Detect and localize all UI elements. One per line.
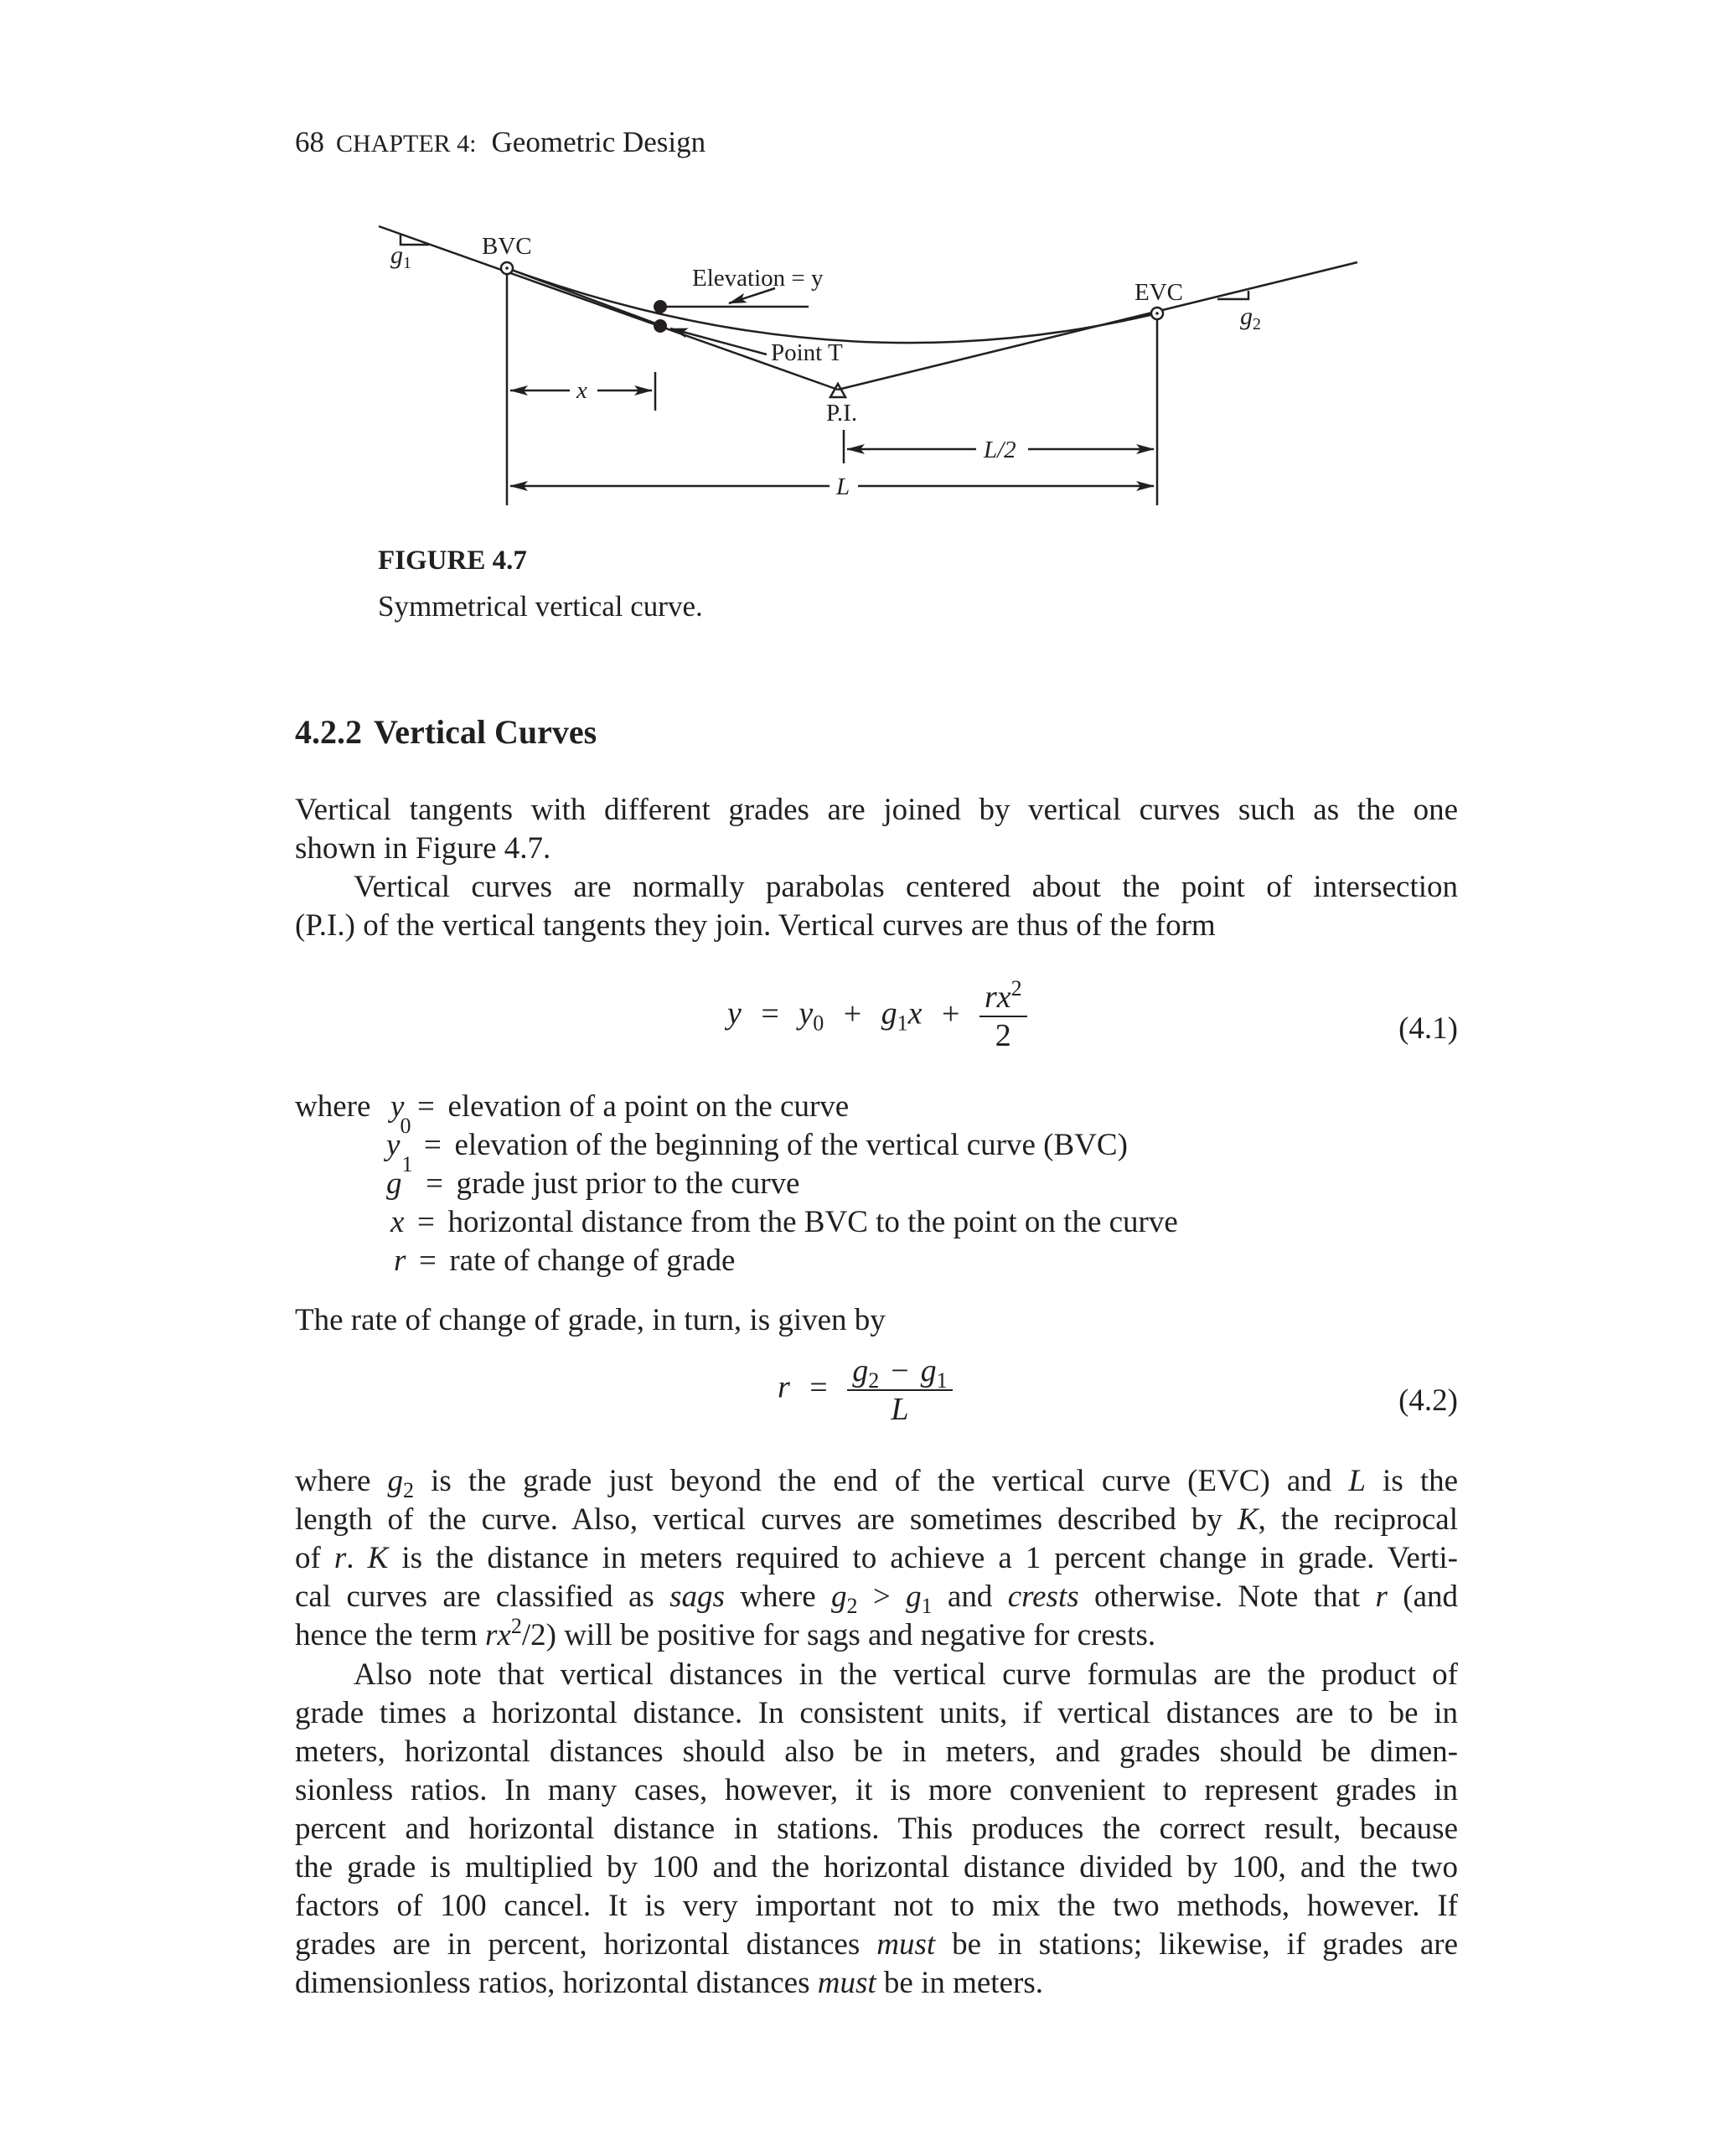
- definition-row: g 1 = grade just prior to the curve: [295, 1165, 1178, 1203]
- figure-label: FIGURE 4.7: [378, 545, 527, 576]
- text-line: (P.I.) of the vertical tangents they join. Vertical curves are thus of the form: [295, 908, 1216, 943]
- g1-label: $g_1$: [390, 241, 411, 272]
- equation-4-2: [778, 1352, 953, 1428]
- eq1-fraction: [979, 976, 1027, 1054]
- pi-label: P.I.: [826, 400, 858, 427]
- section-heading: [295, 712, 597, 752]
- text-line: cal curves are classified as sags where $g_2 > g_1$ and crests otherwise. Note that r (and: [295, 1580, 1459, 1618]
- def-equals: =: [426, 1166, 443, 1201]
- text-line: The rate of change of grade, in turn, is given by: [295, 1303, 886, 1337]
- equation-number-4-1: (4.1): [1398, 1011, 1458, 1046]
- eq2-g1: g: [920, 1353, 937, 1388]
- text-line: hence the term $rx^2/2$) will be positive for sags and negative for crests.: [295, 1614, 1156, 1652]
- def-text: horizontal distance from the BVC to the point on the curve: [447, 1205, 1178, 1239]
- eq1-lhs: y: [727, 995, 742, 1031]
- eq1-plus: +: [843, 995, 862, 1031]
- text-line: Vertical curves are normally parabolas centered about the point of intersection: [354, 870, 1458, 904]
- definition-row: y 0 = elevation of the beginning of the vertical curve (BVC): [295, 1126, 1178, 1165]
- x-label: x: [576, 377, 587, 404]
- section-number: 4.2.2: [295, 713, 362, 751]
- eq1-y0: y: [799, 995, 814, 1031]
- page-number: 68: [295, 126, 324, 158]
- paragraph-2: [295, 868, 1458, 945]
- figure-caption: Symmetrical vertical curve.: [378, 590, 703, 623]
- l-label: L: [836, 473, 850, 500]
- def-symbol: r: [394, 1243, 406, 1278]
- text-line: of r. K is the distance in meters required to achieve a 1 percent change in grade. Verti-: [295, 1541, 1459, 1575]
- eq1-x: x: [907, 995, 923, 1031]
- equation-number-4-2: (4.2): [1398, 1383, 1458, 1418]
- eq1-y0-sub: 0: [813, 1011, 824, 1036]
- eq1-plus: +: [942, 995, 960, 1031]
- point-t-label: Point T: [771, 339, 843, 366]
- text-line: length of the curve. Also, vertical curves are sometimes described by K, the reciprocal: [295, 1502, 1459, 1537]
- l-half-label: L/2: [984, 437, 1016, 463]
- equation-4-1: [727, 976, 1027, 1054]
- def-equals: =: [424, 1128, 442, 1162]
- text-line: factors of 100 cancel. It is very important not to mix the two methods, however. If: [295, 1889, 1458, 1923]
- definition-row: [295, 1088, 1178, 1126]
- vertical-curve-figure: [0, 0, 1716, 536]
- point-t-arrow: [670, 328, 767, 354]
- text-line: the grade is multiplied by 100 and the horizontal distance divided by 100, and the two: [295, 1850, 1458, 1885]
- eq2-fraction: $\frac{g_2 - g_1}{L}$: [847, 1352, 952, 1428]
- text-line: grades are in percent, horizontal distances must be in stations; likewise, if grades are: [295, 1927, 1458, 1962]
- point-t-dot: [654, 319, 667, 333]
- section-title: Vertical Curves: [374, 713, 597, 751]
- chapter-title: Geometric Design: [491, 126, 706, 158]
- def-text: elevation of a point on the curve: [447, 1089, 850, 1124]
- eq1-frac-den: 2: [995, 1018, 1011, 1053]
- text-line: where $g_2$ is the grade just beyond the end of the vertical curve (EVC) and L is the: [295, 1464, 1459, 1502]
- def-text: grade just prior to the curve: [456, 1166, 800, 1201]
- chord-bvc-point-t: [507, 268, 660, 325]
- where-word: where: [295, 1089, 371, 1124]
- def-symbol: y: [386, 1128, 401, 1162]
- def-equals: =: [417, 1205, 435, 1239]
- text-line: percent and horizontal distance in stations. This produces the correct result, because: [295, 1812, 1458, 1846]
- eq2-den: L: [891, 1392, 909, 1427]
- elevation-y-point: [654, 300, 667, 313]
- text-line: shown in Figure 4.7.: [295, 831, 551, 866]
- def-symbol: g: [386, 1166, 402, 1201]
- text-line: Vertical tangents with different grades are joined by vertical curves such as the one: [295, 793, 1458, 827]
- tangent-g1: [379, 226, 838, 390]
- eq2-minus: −: [891, 1353, 909, 1388]
- pi-triangle: [830, 384, 845, 397]
- eq2-equals: =: [809, 1369, 828, 1405]
- def-equals: =: [417, 1089, 435, 1124]
- def-text: rate of change of grade: [449, 1243, 736, 1278]
- paragraph-4: [295, 1462, 1458, 1655]
- elevation-label: Elevation = y: [692, 265, 824, 292]
- definition-row: [295, 1203, 1178, 1242]
- paragraph-3: [295, 1301, 1458, 1340]
- variable-definitions: [295, 1088, 1178, 1280]
- definition-row: [295, 1242, 1178, 1280]
- def-symbol: y: [390, 1089, 405, 1124]
- text-line: grade times a horizontal distance. In consistent units, if vertical distances are to be in: [295, 1696, 1458, 1730]
- paragraph-1: [295, 791, 1458, 868]
- chapter-label: CHAPTER 4:: [336, 130, 477, 158]
- text-line: dimensionless ratios, horizontal distances must be in meters.: [295, 1966, 1043, 2000]
- eq1-frac-num: rx: [984, 980, 1011, 1015]
- text-line: sionless ratios. In many cases, however, it is more convenient to represent grades in: [295, 1773, 1458, 1807]
- paragraph-5: [295, 1656, 1458, 2003]
- def-symbol: x: [390, 1205, 405, 1239]
- text-line: meters, horizontal distances should also be in meters, and grades should be dimen-: [295, 1735, 1458, 1769]
- bvc-label: BVC: [482, 233, 532, 260]
- eq1-g1-sub: 1: [897, 1011, 908, 1036]
- eq1-frac-sup: 2: [1010, 976, 1022, 1000]
- eq1-equals: =: [761, 995, 779, 1031]
- text-line: Also note that vertical distances in the vertical curve formulas are the product of: [354, 1657, 1458, 1692]
- g2-label: $g_2$: [1240, 302, 1261, 333]
- eq2-lhs: r: [778, 1369, 790, 1405]
- eq2-g2: g: [852, 1353, 869, 1388]
- def-equals: =: [418, 1243, 437, 1278]
- evc-label: EVC: [1135, 279, 1183, 306]
- eq1-g1: g: [881, 995, 897, 1031]
- def-text: elevation of the beginning of the vertical curve (BVC): [454, 1128, 1128, 1162]
